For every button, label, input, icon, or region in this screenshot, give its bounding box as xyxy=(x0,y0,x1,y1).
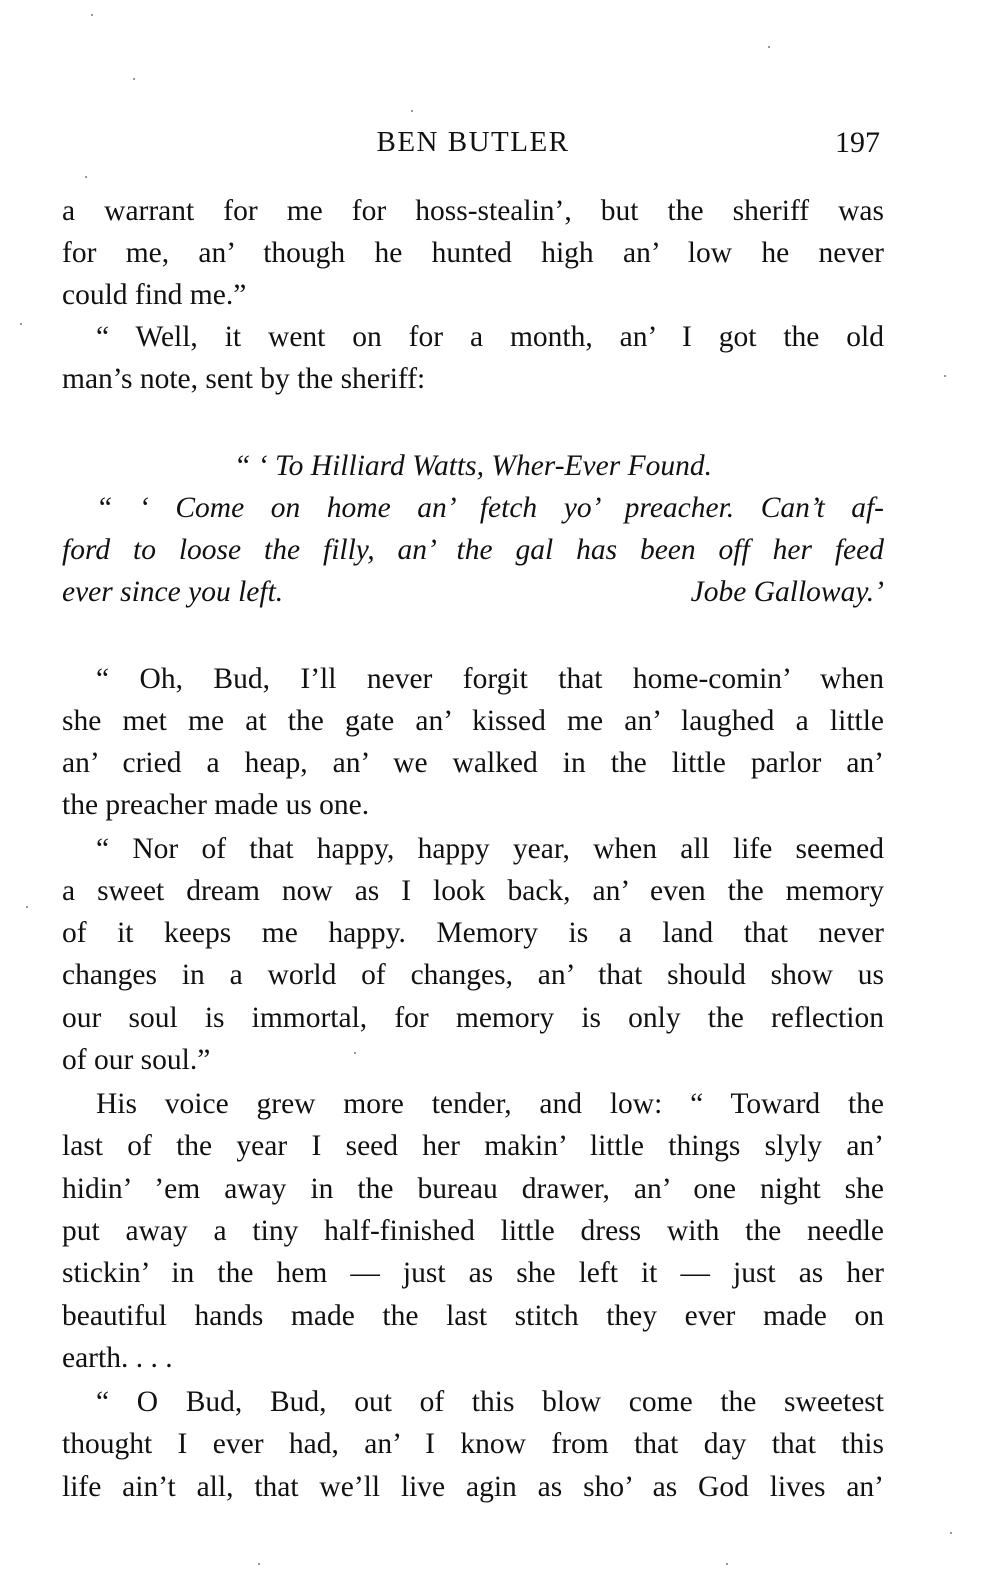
text-line: last of the year I seed her makin’ little things slyly an’ xyxy=(62,1130,884,1162)
text-line: a warrant for me for hoss-stealin’, but the sheriff was xyxy=(62,195,884,227)
running-head: BEN BUTLER xyxy=(376,126,570,158)
text-line: could find me.” xyxy=(62,279,247,311)
paragraph-start-line: “ O Bud, Bud, out of this blow come the sweetest xyxy=(96,1386,884,1418)
text-line: of it keeps me happy. Memory is a land that never xyxy=(62,917,884,949)
paragraph-start-line: His voice grew more tender, and low: “ Toward the xyxy=(96,1088,884,1120)
scan-speck xyxy=(726,1563,728,1565)
paragraph-start-line: “ Well, it went on for a month, an’ I got the old xyxy=(96,321,884,353)
scan-speck xyxy=(950,1532,952,1534)
text-line: beautiful hands made the last stitch they ever made on xyxy=(62,1300,884,1332)
scan-speck xyxy=(411,110,413,112)
letter-signature: Jobe Galloway.’ xyxy=(690,576,884,608)
scan-speck xyxy=(26,906,28,908)
text-line: stickin’ in the hem — just as she left it — just as her xyxy=(62,1257,884,1289)
scan-speck xyxy=(944,375,946,377)
text-line: she met me at the gate an’ kissed me an’ laughed a little xyxy=(62,705,884,737)
text-line: thought I ever had, an’ I know from that day that this xyxy=(62,1428,884,1460)
letter-signature-line xyxy=(62,572,884,612)
text-line: a sweet dream now as I look back, an’ even the memory xyxy=(62,875,884,907)
paragraph-start-line: “ Oh, Bud, I’ll never forgit that home-comin’ when xyxy=(96,663,884,695)
text-line: life ain’t all, that we’ll live agin as sho’ as God lives an’ xyxy=(62,1471,884,1503)
page-header xyxy=(62,126,884,166)
text-line: changes in a world of changes, an’ that should show us xyxy=(62,959,884,991)
scan-speck xyxy=(258,1563,260,1565)
letter-line: “ ‘ Come on home an’ fetch yo’ preacher. Can’t af- xyxy=(96,492,884,524)
scan-speck xyxy=(85,176,87,178)
text-line: of our soul.” xyxy=(62,1044,211,1076)
scan-speck xyxy=(91,14,93,16)
text-line: for me, an’ though he hunted high an’ low he never xyxy=(62,237,884,269)
letter-address-line: “ ‘ To Hilliard Watts, Wher-Ever Found. xyxy=(234,450,712,482)
scan-speck xyxy=(354,1052,356,1054)
paragraph-start-line: “ Nor of that happy, happy year, when all life seemed xyxy=(96,833,884,865)
text-line: hidin’ ’em away in the bureau drawer, an’ one night she xyxy=(62,1173,884,1205)
text-line: put away a tiny half-finished little dress with the needle xyxy=(62,1215,884,1247)
text-line: the preacher made us one. xyxy=(62,789,370,821)
text-line: man’s note, sent by the sheriff: xyxy=(62,363,426,395)
scan-speck xyxy=(133,78,135,80)
scan-speck xyxy=(20,323,22,325)
letter-closing-text: ever since you left. xyxy=(62,576,284,608)
page-number: 197 xyxy=(835,126,880,159)
text-line: our soul is immortal, for memory is only the reflection xyxy=(62,1002,884,1034)
text-line: earth. . . . xyxy=(62,1342,173,1374)
letter-line: ford to loose the filly, an’ the gal has been off her feed xyxy=(62,534,884,566)
text-line: an’ cried a heap, an’ we walked in the little parlor an’ xyxy=(62,747,884,779)
scan-speck xyxy=(768,46,770,48)
